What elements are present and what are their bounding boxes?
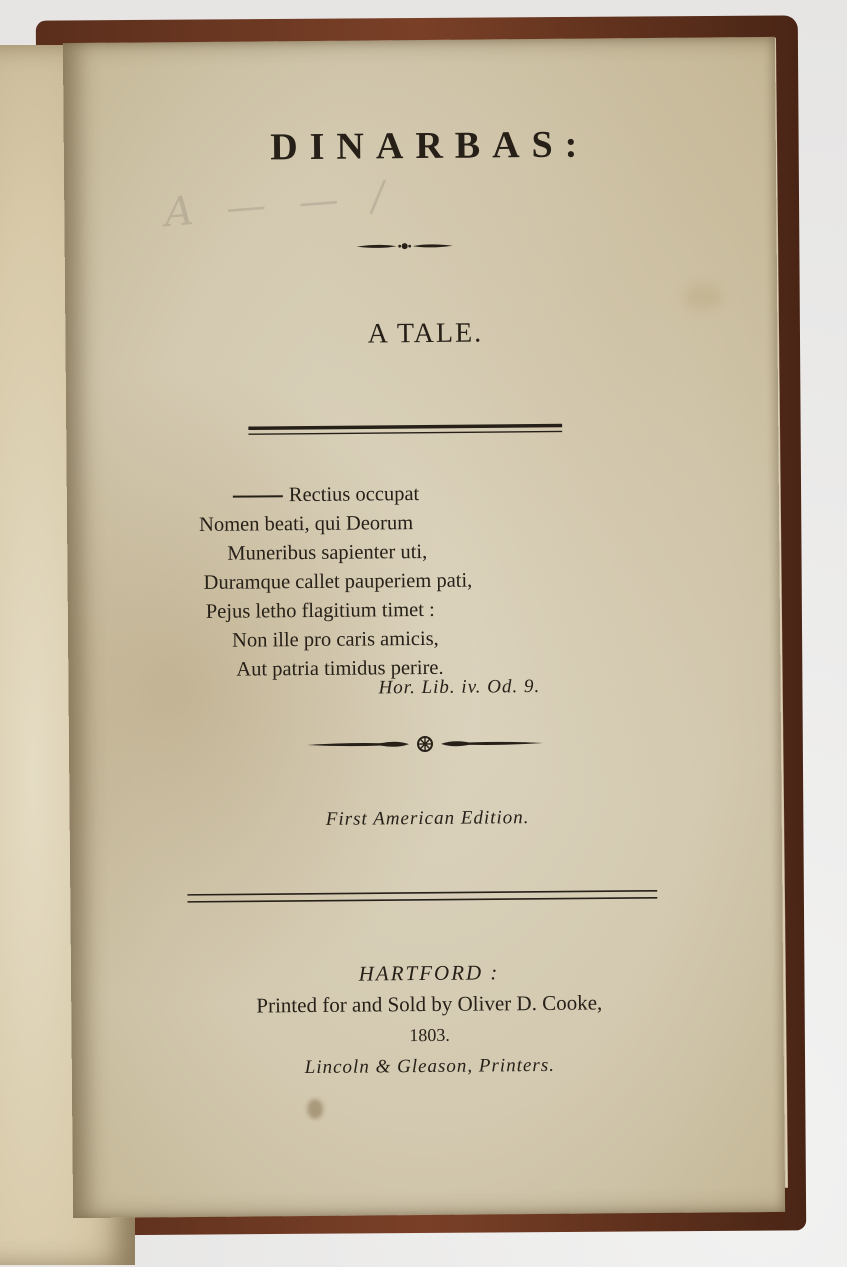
foxing-stain [683,282,723,310]
epigraph-line: Non ille pro caris amicis, [232,627,439,652]
epigraph [199,478,651,685]
epigraph-line: Muneribus sapienter uti, [227,540,428,565]
epigraph-line: Rectius occupat [199,478,649,511]
foxing-stain [307,1099,323,1119]
imprint-printers: Lincoln & Gleason, Printers. [304,1054,556,1079]
epigraph-line: Aut patria timidus perire. [236,656,444,681]
large-ornament-icon [305,733,545,755]
epigraph-line: Duramque callet pauperiem pati, [203,569,473,594]
imprint-year: 1803. [409,1024,450,1046]
epigraph-line: Nomen beati, qui Deorum [199,512,414,536]
imprint-place: HARTFORD : [358,960,500,986]
title-page [63,37,785,1218]
imprint-publisher: Printed for and Sold by Oliver D. Cooke, [256,990,603,1018]
book-title: DINARBAS: [270,123,590,169]
small-ornament-icon [355,240,455,253]
epigraph-line: Pejus letho flagitium timet : [205,598,435,623]
em-dash [233,496,283,498]
pencil-inscription: A — — / [162,172,397,237]
edition-note: First American Edition. [325,807,530,830]
book-subtitle: A TALE. [367,317,484,350]
epigraph-attribution: Hor. Lib. iv. Od. 9. [378,675,541,699]
double-rule [187,888,657,906]
imprint [75,955,784,1085]
double-rule [248,423,562,438]
